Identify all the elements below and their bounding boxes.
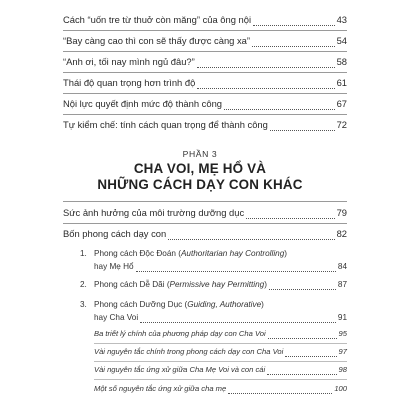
dot-leader: [246, 209, 334, 219]
toc-entry-title: “Anh ơi, tối nay mình ngủ đâu?”: [63, 56, 195, 67]
toc-entry-title: Sức ảnh hưởng của môi trường dưỡng dục: [63, 207, 245, 218]
toc-subentry-title: Một số nguyên tắc ứng xử giữa cha mẹ: [94, 384, 227, 393]
dot-leader: [228, 386, 332, 394]
sub-entry: [80, 279, 347, 290]
sub-entry-number: 1.: [80, 249, 87, 258]
toc-entry-page: 98: [338, 365, 347, 374]
toc-subentry: [94, 329, 347, 339]
toc-entry-title: “Bay càng cao thì con sẽ thấy được càng xa”: [63, 35, 251, 46]
dot-leader: [270, 121, 335, 131]
sub-entry: [80, 299, 347, 321]
toc-entry: [63, 98, 347, 110]
toc-entry-page: 43: [336, 14, 347, 25]
toc-entry: [63, 56, 347, 68]
dot-leader: [136, 263, 336, 272]
dot-leader: [197, 79, 334, 89]
divider: [63, 114, 347, 115]
toc-entry-page: 61: [336, 77, 347, 88]
toc-subentry-title: Vài nguyên tắc ứng xử giữa Cha Mẹ Voi và con cái: [94, 365, 266, 374]
toc-entry: [63, 207, 347, 219]
toc-subentry-title: Vài nguyên tắc chính trong phong cách dạy con Cha Voi: [94, 347, 284, 356]
sub-entry-line2: hay Mẹ Hổ: [94, 262, 134, 271]
chapter-label: PHẦN 3: [182, 149, 218, 159]
dot-leader: [140, 314, 336, 323]
dot-leader: [268, 331, 337, 339]
sub-entry-number: 3.: [80, 300, 87, 309]
sub-entry-number: 2.: [80, 280, 87, 289]
toc-entry-title: Cách “uốn tre từ thuở còn măng” của ông nội: [63, 14, 252, 25]
dot-leader: [267, 367, 336, 375]
toc-entry-page: 82: [336, 228, 347, 239]
dot-leader: [252, 37, 335, 47]
divider: [63, 51, 347, 52]
toc-subentry: [94, 365, 347, 375]
divider: [94, 343, 347, 344]
sub-entry-line1: Phong cách Dễ Dãi (Permissive hay Permitting): [94, 280, 267, 289]
dot-leader: [168, 230, 334, 240]
divider: [63, 30, 347, 31]
divider: [94, 361, 347, 362]
sub-entry-line1: Phong cách Dưỡng Dục (Guiding, Authorative): [94, 300, 264, 309]
divider: [63, 93, 347, 94]
toc-subentry-title: Ba triết lý chính của phương pháp dạy con Cha Voi: [94, 329, 266, 338]
dot-leader: [269, 281, 336, 290]
toc-entry-page: 67: [336, 98, 347, 109]
dot-leader: [253, 16, 335, 26]
toc-entry: [63, 228, 347, 240]
toc-entry-page: 91: [337, 313, 347, 322]
toc-entry-page: 58: [336, 56, 347, 67]
toc-entry-page: 79: [336, 207, 347, 218]
toc-entry: [63, 35, 347, 47]
sub-entry-line1: Phong cách Độc Đoán (Authoritarian hay Controlling): [94, 249, 287, 258]
toc-entry-page: 97: [338, 347, 347, 356]
dot-leader: [285, 349, 336, 357]
toc-entry-title: Tự kiểm chế: tính cách quan trọng để thành công: [63, 119, 268, 130]
chapter-title-line1: CHA VOI, MẸ HỔ VÀ: [133, 161, 267, 176]
toc-subentry: [94, 347, 347, 357]
divider: [63, 223, 347, 224]
sub-entry-line2: hay Cha Voi: [94, 313, 139, 322]
toc-entry: [63, 119, 347, 131]
toc-entry: [63, 77, 347, 89]
toc-entry-page: 84: [337, 262, 347, 271]
dot-leader: [197, 58, 335, 68]
dot-leader: [224, 100, 335, 110]
sub-entry: [80, 248, 347, 270]
toc-entry-page: 95: [338, 329, 347, 338]
divider: [63, 72, 347, 73]
toc-entry: [63, 14, 347, 26]
toc-entry-page: 100: [334, 384, 347, 393]
toc-entry-title: Bốn phong cách dạy con: [63, 228, 167, 239]
toc-subentry: [94, 384, 347, 394]
toc-entry-page: 87: [337, 280, 347, 289]
divider: [63, 201, 347, 202]
toc-entry-title: Nội lực quyết định mức độ thành công: [63, 98, 222, 109]
divider: [94, 379, 347, 380]
chapter-title-line2: NHỮNG CÁCH DẠY CON KHÁC: [97, 177, 303, 192]
toc-entry-page: 54: [336, 35, 347, 46]
toc-entry-title: Thái độ quan trọng hơn trình độ: [63, 77, 196, 88]
toc-entry-page: 72: [336, 119, 347, 130]
